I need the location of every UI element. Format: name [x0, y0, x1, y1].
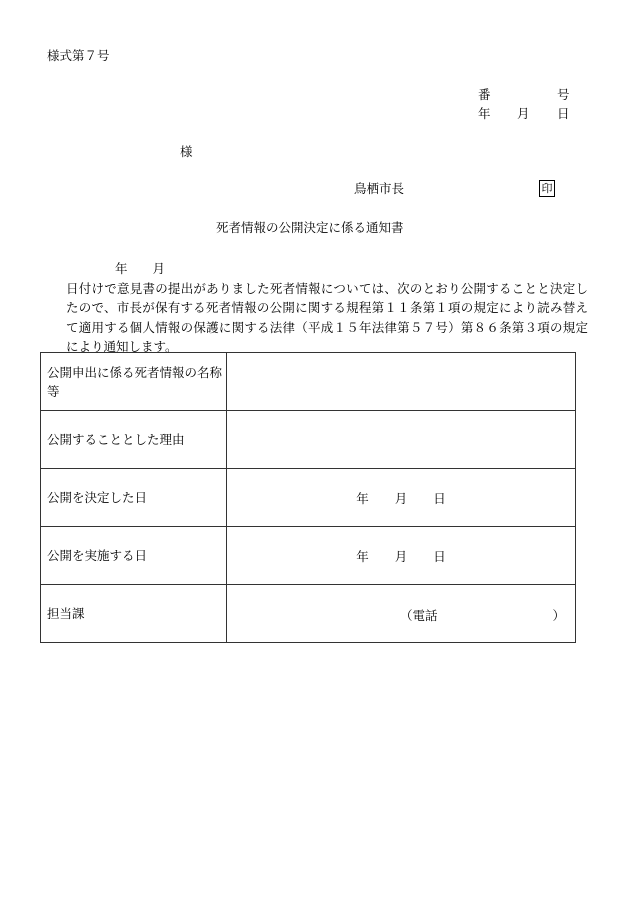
phone-close-paren: ）	[552, 608, 565, 623]
form-number: 様式第７号	[47, 48, 110, 63]
row-label-info-name: 公開申出に係る死者情報の名称等	[41, 353, 227, 411]
addressee-honorific: 様	[180, 144, 193, 159]
date-month: 月	[394, 548, 408, 564]
header-date-month: 月	[517, 106, 530, 121]
date-day: 日	[433, 548, 446, 564]
row-label-department: 担当課	[41, 585, 227, 643]
table-row	[41, 585, 576, 643]
body-paragraph	[43, 259, 588, 357]
document-number-label-start: 番	[478, 87, 491, 102]
table-row	[41, 469, 576, 527]
row-value-reason	[227, 411, 576, 469]
row-value-department	[227, 585, 576, 643]
table-row	[41, 411, 576, 469]
document-number-label-end: 号	[557, 87, 570, 102]
date-month: 月	[394, 490, 408, 506]
header-date-year: 年	[478, 106, 491, 121]
date-day: 日	[433, 490, 446, 506]
row-value-decision-date	[227, 469, 576, 527]
document-title: 死者情報の公開決定に係る通知書	[216, 220, 404, 235]
info-table	[40, 352, 576, 643]
seal-mark: 印	[539, 180, 555, 197]
row-label-implementation-date: 公開を実施する日	[41, 527, 227, 585]
date-year: 年	[356, 548, 369, 564]
row-label-reason: 公開することとした理由	[41, 411, 227, 469]
phone-label: （電話	[400, 608, 438, 623]
sender-name: 鳥栖市長	[354, 181, 405, 196]
body-text: 日付けで意見書の提出がありました死者情報については、次のとおり公開することと決定したので、市長が保有する死者情報の公開に関する規程第１１条第１項の規定により読み替えて適用する個人情報の保護に関する法律（平成１５年法律第５７号）第８６条第３項の規定により通知します。	[66, 280, 588, 355]
row-label-decision-date: 公開を決定した日	[41, 469, 227, 527]
row-value-info-name	[227, 353, 576, 411]
table-row	[41, 527, 576, 585]
body-month: 月	[152, 261, 166, 276]
header-date-day: 日	[557, 106, 570, 121]
body-year: 年	[115, 261, 128, 276]
row-value-implementation-date	[227, 527, 576, 585]
table-row	[41, 353, 576, 411]
date-year: 年	[356, 490, 369, 506]
